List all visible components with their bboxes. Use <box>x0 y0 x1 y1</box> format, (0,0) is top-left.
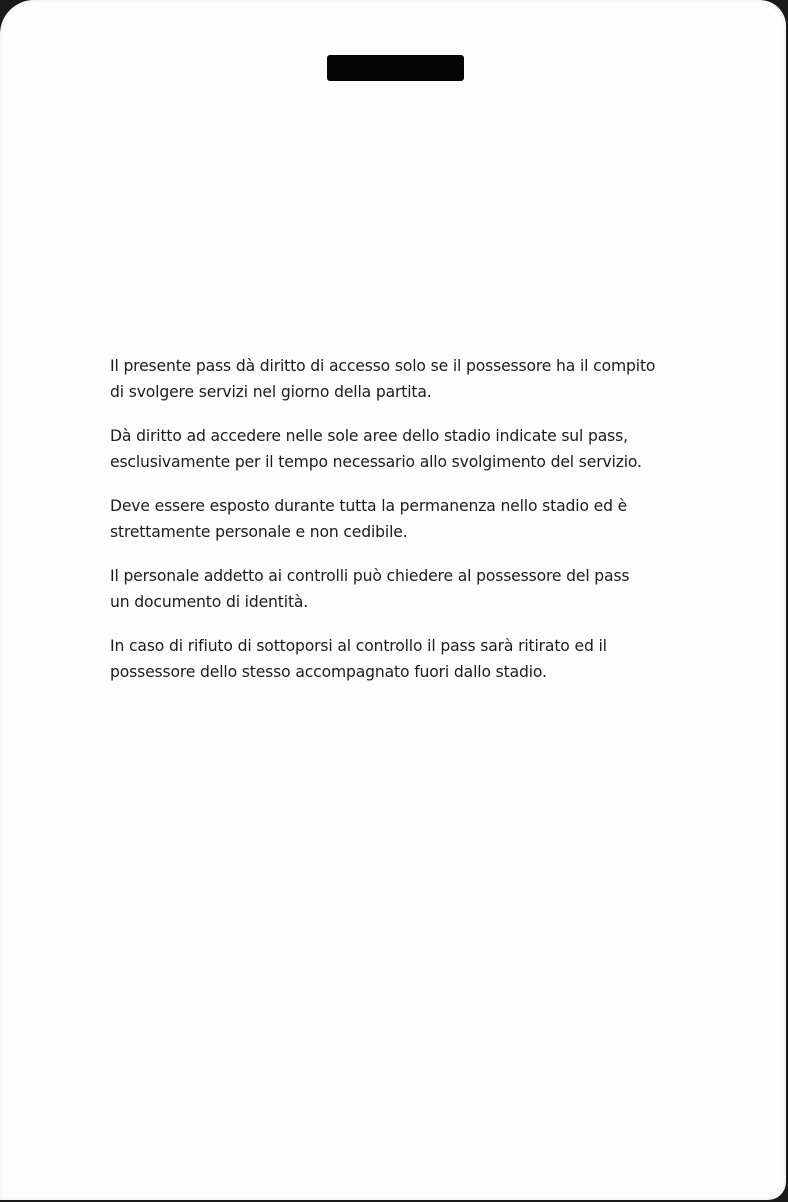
rule-paragraph-2: Dà diritto ad accedere nelle sole aree dello stadio indicate sul pass, esclusivamente per il tempo necessario allo svolgimento del servizio. <box>110 427 642 471</box>
pass-rules-text <box>110 353 730 703</box>
lanyard-slot <box>327 55 464 81</box>
rule-paragraph-5: In caso di rifiuto di sottoporsi al controllo il pass sarà ritirato ed il possessore dello stesso accompagnato fuori dallo stadio. <box>110 637 607 681</box>
rule-paragraph-1: Il presente pass dà diritto di accesso solo se il possessore ha il compito di svolgere servizi nel giorno della partita. <box>110 357 656 401</box>
rule-paragraph-3: Deve essere esposto durante tutta la permanenza nello stadio ed è strettamente personale e non cedibile. <box>110 497 628 541</box>
rule-paragraph-4: Il personale addetto ai controlli può chiedere al possessore del pass un documento di identità. <box>110 567 630 611</box>
